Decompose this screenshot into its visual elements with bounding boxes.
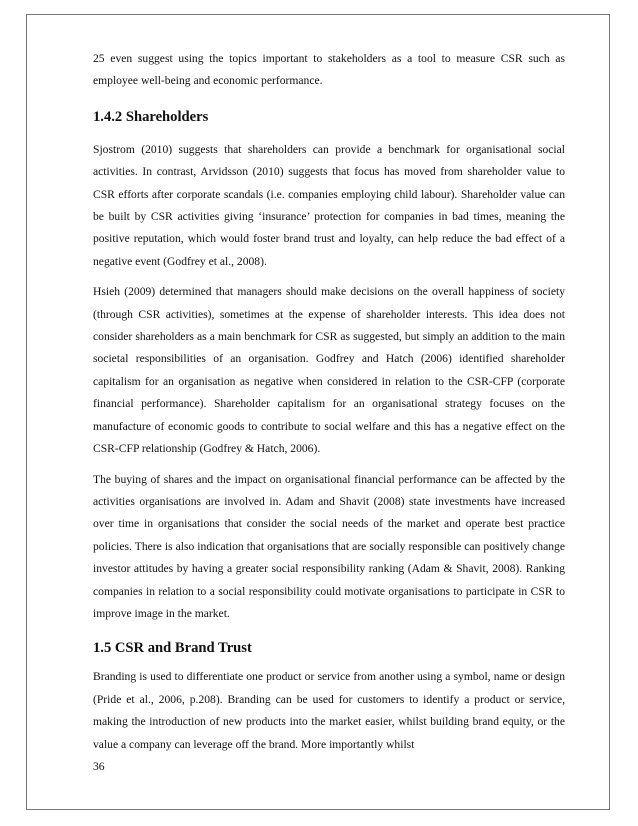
page-number: 36 bbox=[93, 760, 105, 773]
paragraph-branding: Branding is used to differentiate one product or service from another using a symbol, name or design (Pride et al., 2006, p.208). Branding can be used for customers to identify a product or service, making the introduction of new products into the market easier, whilst building brand equity, or the value a company can leverage off the brand. More importantly whilst bbox=[93, 670, 565, 751]
paragraph-buying-shares: The buying of shares and the impact on organisational financial performance can be affected by the activities organisations are involved in. Adam and Shavit (2008) state investments have increased over time in organisations that consider the social needs of the market and operate best practice policies. There is also indication that organisations that are socially responsible can positively change investor attitudes by having a greater social responsibility ranking (Adam & Shavit, 2008). Ranking companies in relation to a social responsibility could motivate organisations to participate in CSR to improve image in the market. bbox=[93, 472, 565, 620]
paragraph-hsieh: Hsieh (2009) determined that managers should make decisions on the overall happiness of society (through CSR activities), sometimes at the expense of shareholder interests. This idea does not consider shareholders as a main benchmark for CSR as suggested, but simply an addition to the main societal responsibilities of an organisation. Godfrey and Hatch (2006) identified shareholder capitalism for an organisation as negative when considered in relation to the CSR-CFP (corporate financial performance). Shareholder capitalism for an organisational strategy focuses on the manufacture of economic goods to contribute to social welfare and this has a negative effect on the CSR-CFP relationship (Godfrey & Hatch, 2006). bbox=[93, 285, 565, 456]
document-body bbox=[93, 48, 565, 756]
section-heading-shareholders: 1.4.2 Shareholders bbox=[93, 108, 209, 125]
paragraph-sjostrom: Sjostrom (2010) suggests that shareholders can provide a benchmark for organisational social activities. In contrast, Arvidsson (2010) suggests that focus has moved from shareholder value to CSR efforts after corporate scandals (i.e. companies employing child labour). Shareholder value can be built by CSR activities giving ‘insurance’ protection for companies in bad times, meaning the positive reputation, which would foster brand trust and loyalty, can help reduce the bad effect of a negative event (Godfrey et al., 2008). bbox=[93, 142, 565, 268]
intro-paragraph: 25 even suggest using the topics important to stakeholders as a tool to measure CSR such as employee well-being and economic performance. bbox=[93, 52, 565, 88]
section-heading-brand-trust: 1.5 CSR and Brand Trust bbox=[93, 640, 252, 657]
